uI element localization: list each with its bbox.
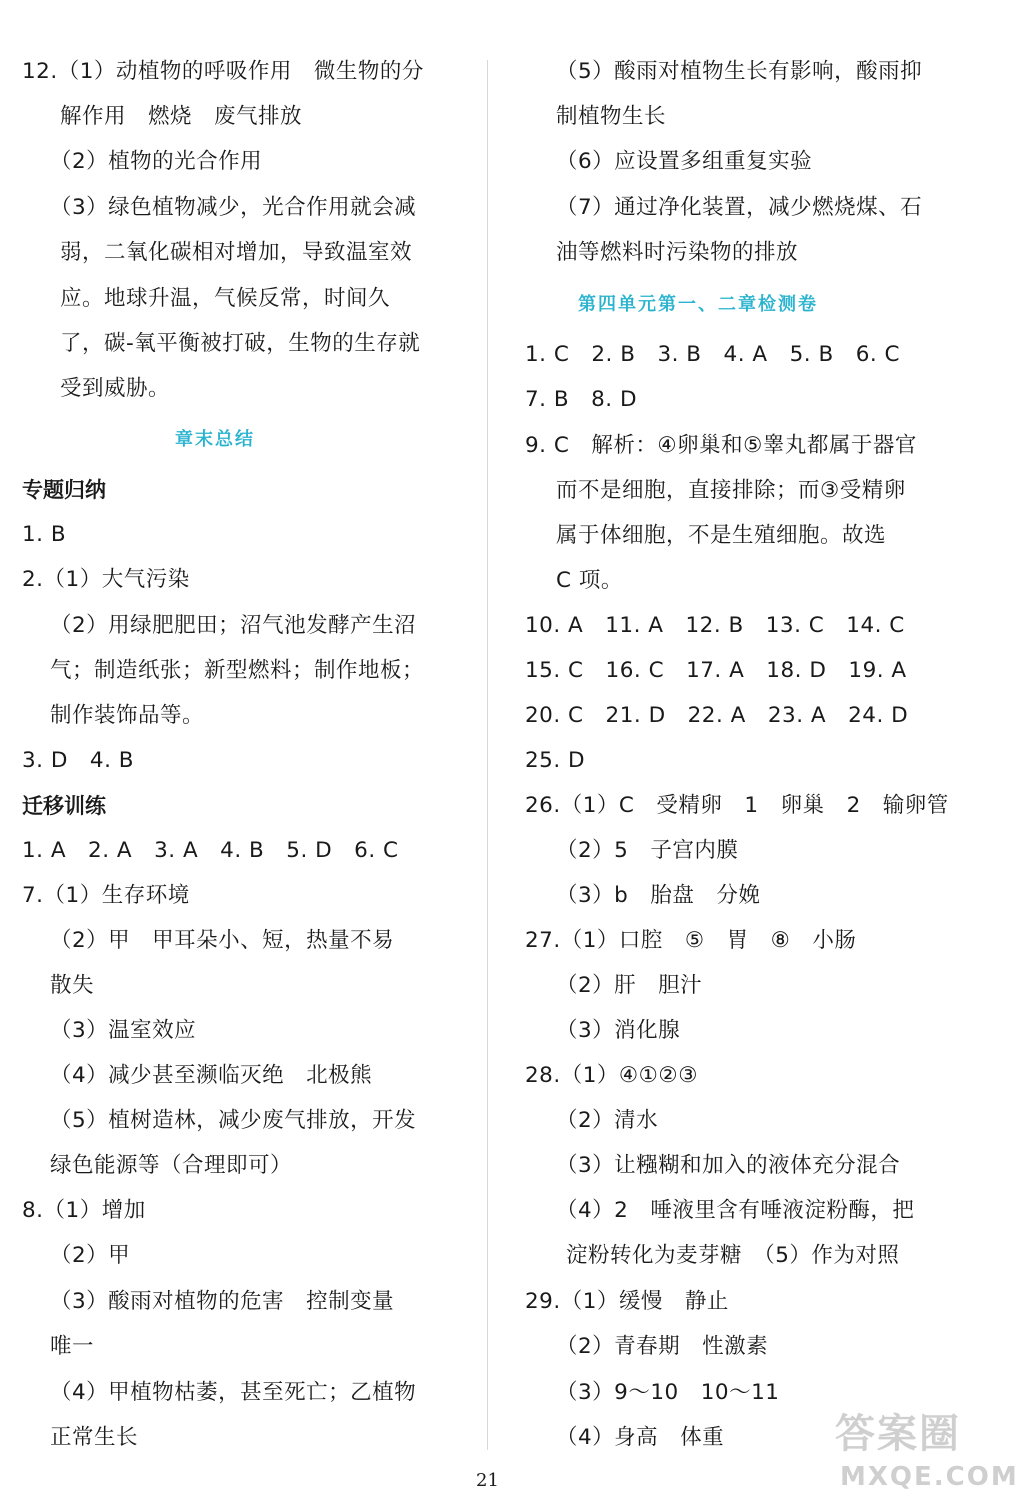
answer-line: 了，碳-氧平衡被打破，生物的生存就 — [60, 331, 421, 356]
answer-line: 8.（1）增加 — [22, 1198, 146, 1223]
answer-line: 7.（1）生存环境 — [22, 883, 190, 908]
answer-line: 1. A 2. A 3. A 4. B 5. D 6. C — [22, 838, 399, 863]
answer-line: 9. C 解析：④卵巢和⑤睾丸都属于器官 — [525, 433, 917, 458]
answer-line: 制作装饰品等。 — [50, 703, 205, 728]
answer-line: （4）2 唾液里含有唾液淀粉酶，把 — [556, 1198, 915, 1223]
answer-line: 正常生长 — [50, 1425, 139, 1450]
answer-line: （2）植物的光合作用 — [50, 149, 263, 174]
subsection-heading: 迁移训练 — [22, 794, 106, 818]
answer-line: 7. B 8. D — [525, 387, 638, 412]
answer-line: 属于体细胞，不是生殖细胞。故选 — [556, 523, 887, 548]
answer-line: 3. D 4. B — [22, 748, 135, 773]
answer-line: C 项。 — [556, 568, 623, 593]
answer-line: 1. C 2. B 3. B 4. A 5. B 6. C — [525, 342, 901, 367]
answer-line: （3）消化腺 — [556, 1018, 681, 1043]
section-heading: 章末总结 — [175, 429, 255, 450]
answer-line: （4）身高 体重 — [556, 1425, 725, 1450]
answer-line: 而不是细胞，直接排除；而③受精卵 — [556, 478, 906, 503]
page-number: 21 — [476, 1470, 499, 1491]
answer-line: 1. B — [22, 522, 67, 547]
answer-line: （3）让糨糊和加入的液体充分混合 — [556, 1153, 901, 1178]
answer-line: 28.（1）④①②③ — [525, 1063, 698, 1088]
answer-line: （3）酸雨对植物的危害 控制变量 — [50, 1289, 395, 1314]
answer-line: 散失 — [50, 973, 95, 998]
watermark-logo — [810, 1400, 1019, 1500]
answer-line: （2）甲 甲耳朵小、短，热量不易 — [50, 928, 395, 953]
answer-line: （2）肝 胆汁 — [556, 973, 703, 998]
answer-line: （4）减少甚至濒临灭绝 北极熊 — [50, 1063, 373, 1088]
answer-line: 12.（1）动植物的呼吸作用 微生物的分 — [22, 59, 424, 84]
answer-line: （3）b 胎盘 分娩 — [556, 883, 761, 908]
answer-line: 10. A 11. A 12. B 13. C 14. C — [525, 613, 905, 638]
answer-line: （2）甲 — [50, 1243, 131, 1268]
answer-line: 20. C 21. D 22. A 23. A 24. D — [525, 703, 909, 728]
answer-line: 2.（1）大气污染 — [22, 567, 190, 592]
subsection-heading: 专题归纳 — [22, 478, 106, 502]
answer-line: 油等燃料时污染物的排放 — [556, 240, 799, 265]
answer-line: 唯一 — [50, 1334, 95, 1359]
column-divider — [487, 60, 488, 1450]
answer-line: 29.（1）缓慢 静止 — [525, 1289, 729, 1314]
answer-line: （7）通过净化装置，减少燃烧煤、石 — [556, 195, 923, 220]
answer-line: （5）酸雨对植物生长有影响，酸雨抑 — [556, 59, 923, 84]
answer-line: （2）清水 — [556, 1108, 659, 1133]
answer-line: （3）温室效应 — [50, 1018, 197, 1043]
answer-line: （2）5 子宫内膜 — [556, 838, 739, 863]
answer-line: 绿色能源等（合理即可） — [50, 1153, 293, 1178]
answer-line: 25. D — [525, 748, 586, 773]
answer-line: 15. C 16. C 17. A 18. D 19. A — [525, 658, 907, 683]
answer-line: 受到威胁。 — [60, 376, 171, 401]
watermark-url-text: MXQE.COM — [840, 1462, 1019, 1492]
answer-line: （2）青春期 性激素 — [556, 1334, 769, 1359]
watermark-logo-text: 答案圈 — [835, 1411, 961, 1457]
answer-line: （2）用绿肥肥田；沼气池发酵产生沼 — [50, 613, 417, 638]
answer-line: 26.（1）C 受精卵 1 卵巢 2 输卵管 — [525, 793, 949, 818]
answer-line: 应。地球升温，气候反常，时间久 — [60, 286, 391, 311]
answer-line: 淀粉转化为麦芽糖 （5）作为对照 — [566, 1243, 900, 1268]
answer-line: 解作用 燃烧 废气排放 — [60, 104, 303, 129]
answer-line: 气；制造纸张；新型燃料；制作地板； — [50, 658, 425, 683]
answer-line: 27.（1）口腔 ⑤ 胃 ⑧ 小肠 — [525, 928, 857, 953]
answer-line: 制植物生长 — [556, 104, 667, 129]
answer-line: （6）应设置多组重复实验 — [556, 149, 813, 174]
answer-line: （4）甲植物枯萎，甚至死亡；乙植物 — [50, 1380, 417, 1405]
answer-line: （3）9～10 10～11 — [556, 1380, 780, 1405]
answer-line: 弱，二氧化碳相对增加，导致温室效 — [60, 240, 413, 265]
answer-line: （3）绿色植物减少，光合作用就会减 — [50, 195, 417, 220]
section-heading: 第四单元第一、二章检测卷 — [578, 294, 818, 315]
answer-line: （5）植树造林，减少废气排放，开发 — [50, 1108, 417, 1133]
